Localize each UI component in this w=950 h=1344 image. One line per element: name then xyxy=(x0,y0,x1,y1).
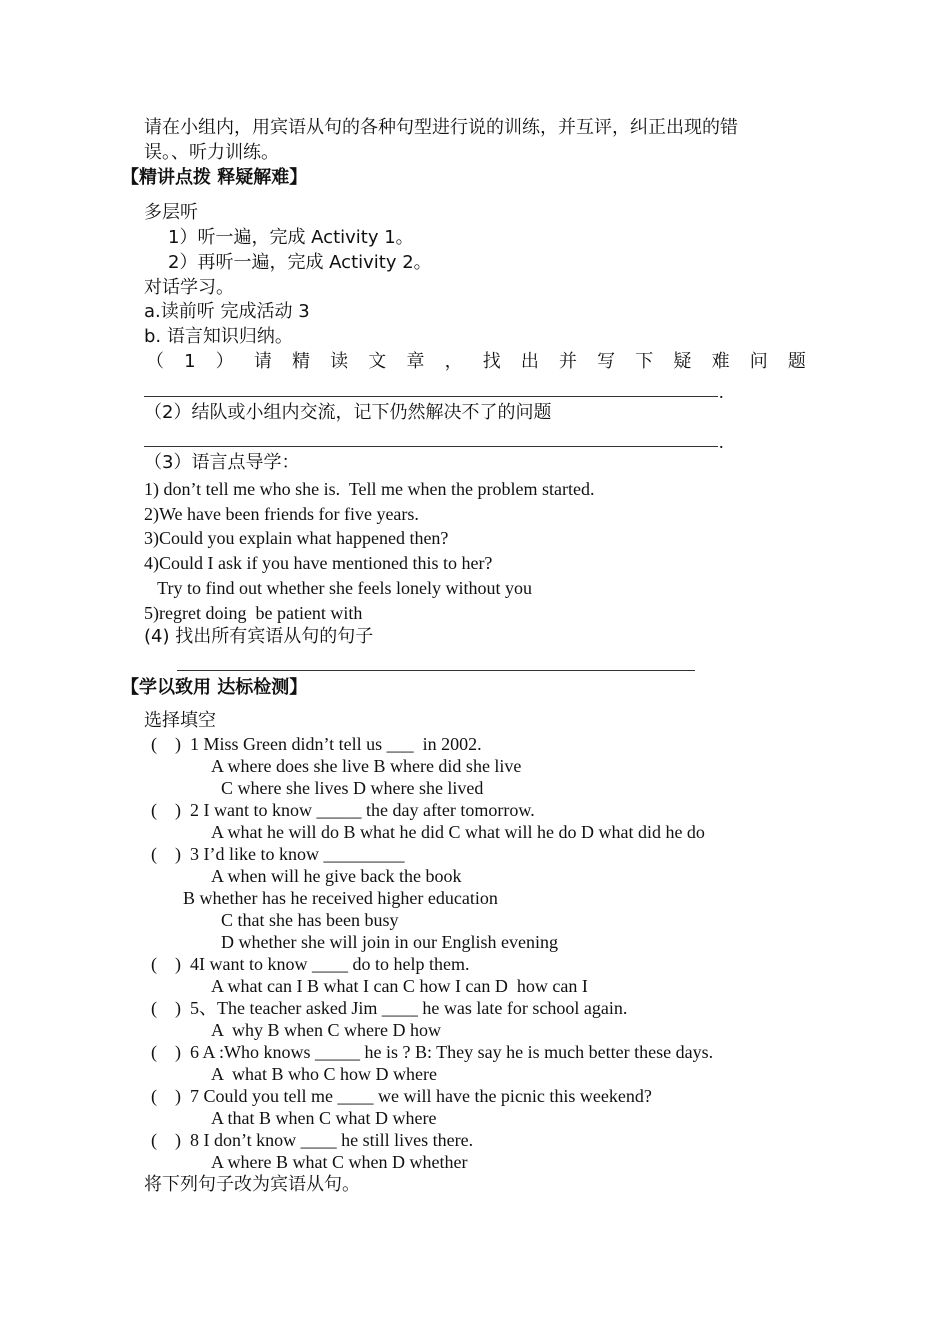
task-1-char: 请 xyxy=(253,351,272,372)
listen-title: 多层听 xyxy=(144,202,198,223)
answer-line-2[interactable] xyxy=(144,446,718,447)
task-1-char: （ xyxy=(146,351,164,372)
answer-line-1[interactable] xyxy=(144,396,718,397)
task-1-char: 写 xyxy=(597,351,616,372)
question-8: ( ) 8 I don’t know ____ he still lives there. xyxy=(151,1130,474,1150)
task-1-char: 题 xyxy=(787,351,806,372)
question-3: ( ) 3 I’d like to know _________ xyxy=(151,844,405,864)
intro-line-1: 请在小组内，用宾语从句的各种句型进行说的训练，并互评，纠正出现的错 xyxy=(144,117,738,138)
question-8-options: A where B what C when D whether xyxy=(211,1152,468,1172)
step-b: b. 语言知识归纳。 xyxy=(144,326,293,347)
task-2-instruction: （2）结队或小组内交流，记下仍然解决不了的问题 xyxy=(144,402,552,423)
language-point-2: 2)We have been friends for five years. xyxy=(144,504,419,524)
task-1-char: 找 xyxy=(482,351,501,372)
task-1-char: 读 xyxy=(330,351,349,372)
intro-line-2: 误。、听力训练。 xyxy=(144,142,279,163)
question-6-options: A what B who C how D where xyxy=(211,1064,437,1084)
rewrite-title: 将下列句子改为宾语从句。 xyxy=(144,1174,360,1195)
question-7-options: A that B when C what D where xyxy=(211,1108,437,1128)
section-heading-practice: 【学以致用 达标检测】 xyxy=(121,677,308,698)
task-1-char: 问 xyxy=(749,351,768,372)
task-1-char: 出 xyxy=(520,351,539,372)
question-1: ( ) 1 Miss Green didn’t tell us ___ in 2002. xyxy=(151,734,482,754)
task-1-char: 难 xyxy=(711,351,730,372)
language-point-4: 4)Could I ask if you have mentioned this to her? xyxy=(144,553,493,573)
question-4-options: A what can I B what I can C how I can D how can I xyxy=(211,976,588,996)
question-3-option-b: B whether has he received higher education xyxy=(183,888,498,908)
question-2: ( ) 2 I want to know _____ the day after tomorrow. xyxy=(151,800,535,820)
language-point-3: 3)Could you explain what happened then? xyxy=(144,528,449,548)
answer-line-1-period: . xyxy=(719,382,724,402)
question-5: ( ) 5、The teacher asked Jim ____ he was late for school again. xyxy=(151,998,628,1018)
listen-step-2: 2）再听一遍，完成 Activity 2。 xyxy=(168,252,432,273)
language-point-1: 1) don’t tell me who she is. Tell me when the problem started. xyxy=(144,479,595,499)
language-point-4-example: Try to find out whether she feels lonely without you xyxy=(144,578,532,598)
task-1-instruction xyxy=(146,353,806,371)
question-3-option-c: C that she has been busy xyxy=(221,910,399,930)
task-1-char: 精 xyxy=(292,351,311,372)
choose-title: 选择填空 xyxy=(144,710,216,731)
task-3-instruction: （3）语言点导学： xyxy=(144,452,300,473)
task-1-char: ） xyxy=(215,351,234,372)
question-7: ( ) 7 Could you tell me ____ we will have the picnic this weekend? xyxy=(151,1086,652,1106)
task-4-instruction: (4) 找出所有宾语从句的句子 xyxy=(144,626,374,647)
question-2-options: A what he will do B what he did C what will he do D what did he do xyxy=(211,822,705,842)
task-1-char: 并 xyxy=(559,351,577,372)
question-6: ( ) 6 A :Who knows _____ he is ? B: They say he is much better these days. xyxy=(151,1042,714,1062)
language-point-5: 5)regret doing be patient with xyxy=(144,603,363,623)
question-1-options-ab: A where does she live B where did she live xyxy=(211,756,522,776)
question-3-option-d: D whether she will join in our English evening xyxy=(221,932,558,952)
task-1-char: 章 xyxy=(406,351,425,372)
answer-line-2-period: . xyxy=(719,432,724,452)
question-5-options: A why B when C where D how xyxy=(211,1020,441,1040)
task-1-char: ， xyxy=(444,351,463,372)
step-a: a.读前听 完成活动 3 xyxy=(144,301,310,322)
task-1-char: 疑 xyxy=(673,351,692,372)
answer-line-3[interactable] xyxy=(177,670,695,671)
dialog-title: 对话学习。 xyxy=(144,277,234,298)
task-1-char: 下 xyxy=(635,351,654,372)
task-1-char: 文 xyxy=(368,351,387,372)
task-1-char: 1 xyxy=(184,351,196,372)
listen-step-1: 1）听一遍，完成 Activity 1。 xyxy=(168,227,414,248)
question-1-options-cd: C where she lives D where she lived xyxy=(221,778,484,798)
section-heading-explain: 【精讲点拨 释疑解难】 xyxy=(121,167,308,188)
question-3-option-a: A when will he give back the book xyxy=(211,866,462,886)
question-4: ( ) 4I want to know ____ do to help them. xyxy=(151,954,470,974)
